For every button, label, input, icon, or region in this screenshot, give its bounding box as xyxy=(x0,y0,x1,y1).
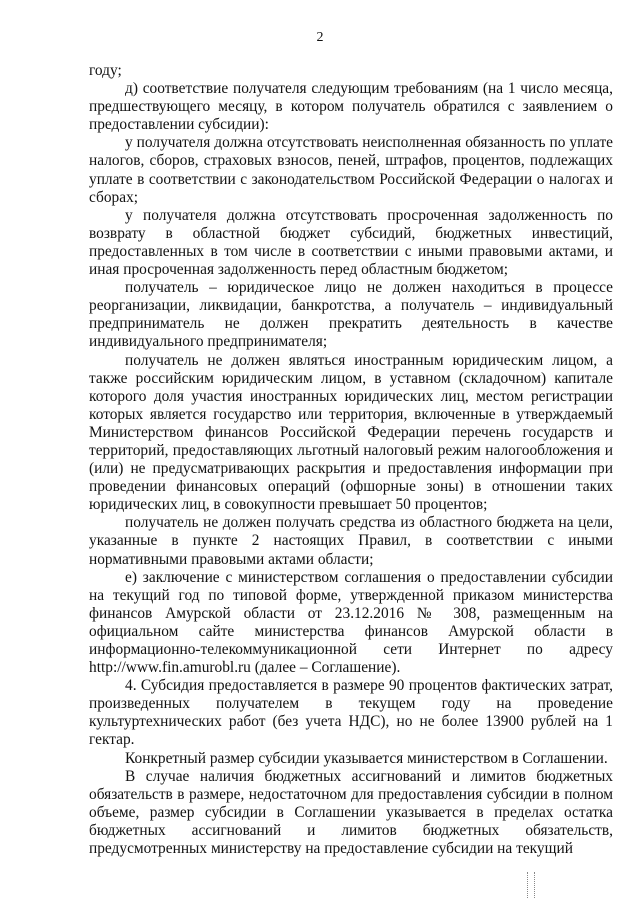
paragraph: у получателя должна отсутствовать неисполненная обязанность по уплате налогов, сборов, страховых взносов, пеней, штрафов, процентов, подлежащих уплате в соответствии с законодательством Российской Федерации о налогах и сборах; xyxy=(89,134,613,206)
scan-margin-mark xyxy=(527,872,535,898)
paragraph: получатель не должен являться иностранным юридическим лицом, а также российским юридическим лицом, в уставном (складочном) капитале которого доля участия иностранных юридических лиц, местом регистрации которых является государство или территория, включенные в утверждаемый Министерством финансов Российской Федерации перечень государств и территорий, предоставляющих льготный налоговый режим налогообложения и (или) не предусматривающих раскрытия и предоставления информации при проведении финансовых операций (офшорные зоны) в отношении таких юридических лиц, в совокупности превышает 50 процентов; xyxy=(89,351,613,514)
paragraph: В случае наличия бюджетных ассигнований и лимитов бюджетных обязательств в размере, недостаточном для предоставления субсидии в полном объеме, размер субсидии в Соглашении указывается в пределах остатка бюджетных ассигнований и лимитов бюджетных обязательств, предусмотренных министерству на предоставление субсидии на текущий xyxy=(89,767,613,858)
page-number: 2 xyxy=(316,30,324,45)
paragraph: 4. Субсидия предоставляется в размере 90 процентов фактических затрат, произведенных получателем в текущем году на проведение культуртехнических работ (без учета НДС), но не более 13900 рублей на 1 гектар. xyxy=(89,677,613,749)
paragraph: е) заключение с министерством соглашения о предоставлении субсидии на текущий год по типовой форме, утвержденной приказом министерства финансов Амурской области от 23.12.2016 № 308, размещенным на официальном сайте министерства финансов Амурской области в информационно-телекоммуникационной сети Интернет по адресу http://www.fin.amurobl.ru (далее – Соглашение). xyxy=(89,568,613,677)
paragraph: д) соответствие получателя следующим требованиям (на 1 число месяца, предшествующего месяцу, в котором получатель обратился с заявлением о предоставлении субсидии): xyxy=(89,80,613,134)
document-body xyxy=(89,62,613,858)
paragraph: получатель не должен получать средства из областного бюджета на цели, указанные в пункте 2 настоящих Правил, в соответствии с иными нормативными правовыми актами области; xyxy=(89,514,613,568)
paragraph: году; xyxy=(89,62,122,79)
paragraph: Конкретный размер субсидии указывается министерством в Соглашении. xyxy=(125,749,608,767)
paragraph: у получателя должна отсутствовать просроченная задолженность по возврату в областной бюджет субсидий, бюджетных инвестиций, предоставленных в том числе в соответствии с иными правовыми актами, и иная просроченная задолженность перед областным бюджетом; xyxy=(89,206,613,279)
paragraph: получатель – юридическое лицо не должен находиться в процессе реорганизации, ликвидации, банкротства, а получатель – индивидуальный предприниматель не должен прекратить деятельность в качестве индивидуального предпринимателя; xyxy=(89,279,613,351)
